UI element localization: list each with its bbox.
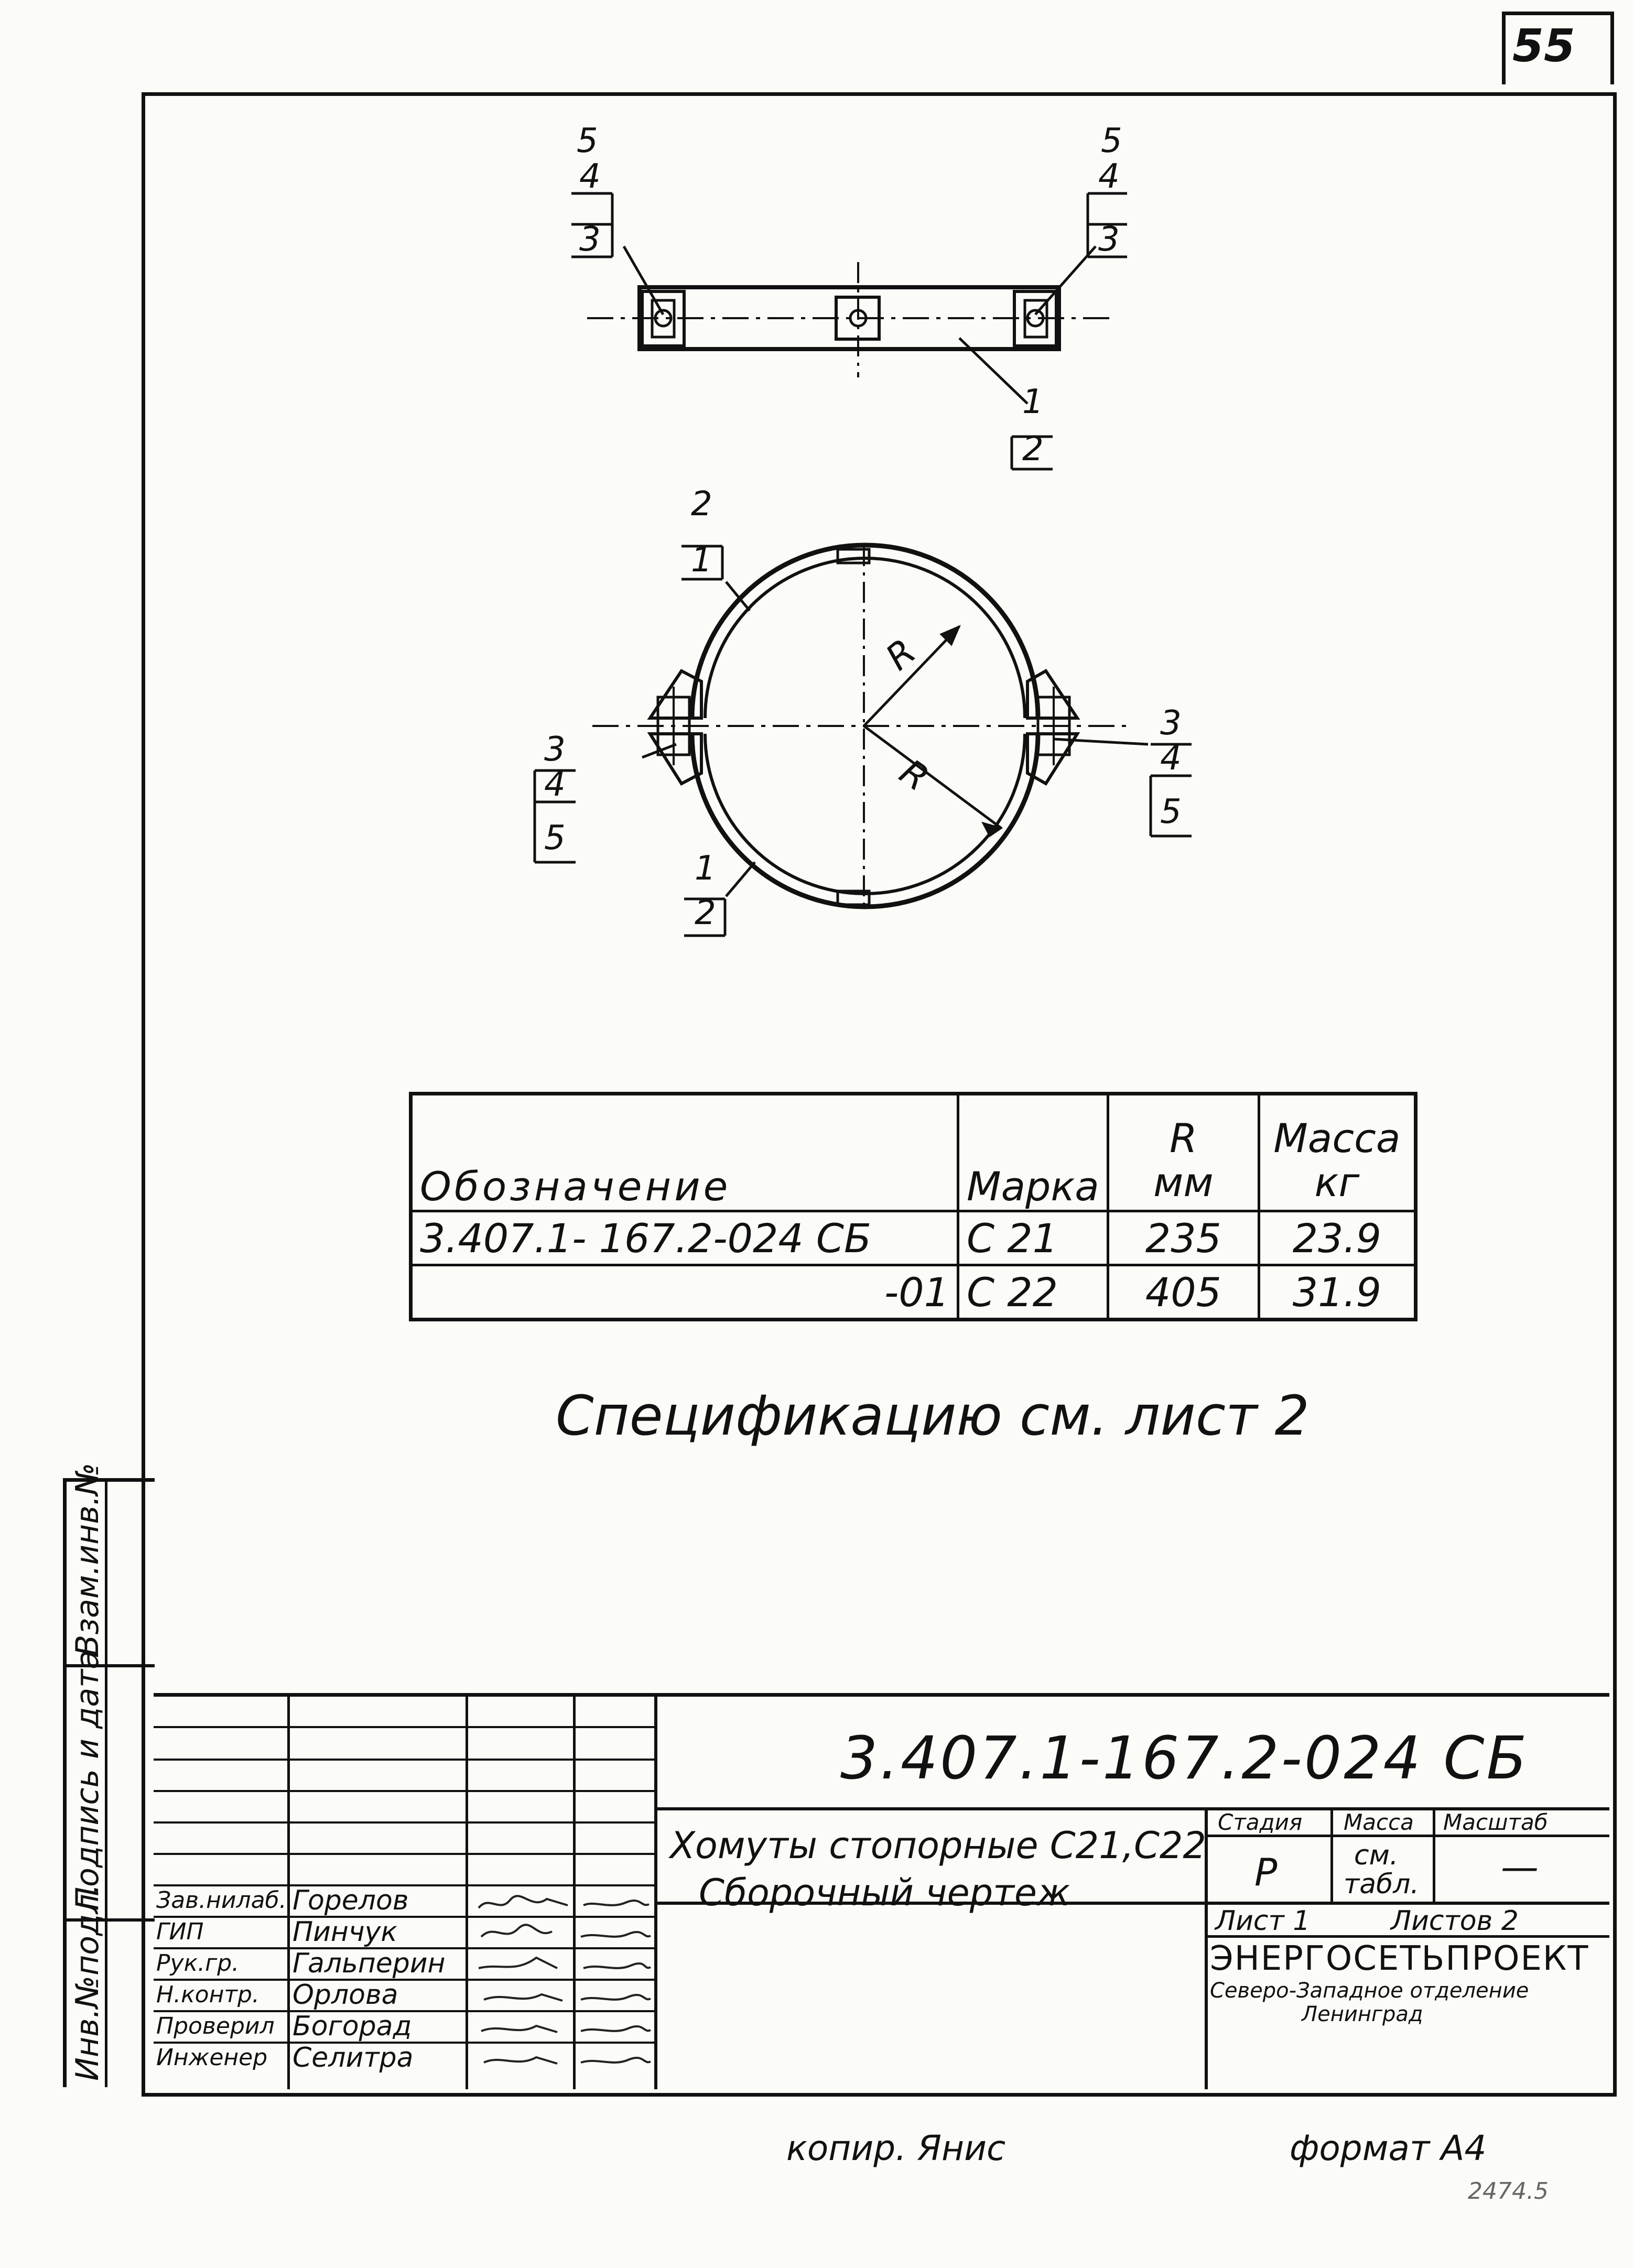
stamp-signature-date: Подпись и дата [69,1650,106,1911]
cell-mark: С 22 [958,1265,1108,1320]
header-mass-label: Масса [1273,1115,1401,1162]
document-code: 3.407.1-167.2-024 СБ [840,1724,1529,1793]
signature-role: Н.контр. [156,1981,259,2008]
callout-top-right-3: 3 [1098,220,1120,259]
header-radius [1108,1094,1259,1211]
sheets-total: Листов 2 [1391,1905,1519,1937]
signature-role: Рук.гр. [156,1950,240,1977]
header-mark: Марка [958,1094,1108,1211]
callout-ring-left-3: 3 [544,730,566,769]
signature-name: Орлова [293,1979,398,2011]
cell-radius: 235 [1108,1211,1259,1265]
organization-name: ЭНЕРГОСЕТЬПРОЕКТ [1210,1939,1589,1978]
header-radius-symbol: R [1169,1115,1197,1162]
callout-ring-right-3: 3 [1160,704,1182,743]
organization-city: Ленинград [1302,2002,1423,2026]
signature-name: Гальперин [293,1948,446,1979]
table-row [411,1211,1416,1265]
sheet-number: Лист 1 [1215,1905,1311,1937]
mass-value-line2: табл. [1344,1869,1419,1900]
cell-radius: 405 [1108,1265,1259,1320]
stage-value: Р [1254,1850,1278,1894]
radius-line-lower [864,726,1001,828]
footer-reference: 2474.5 [1468,2178,1549,2205]
signature-role: Инженер [156,2044,268,2071]
handwritten-signatures [468,1884,654,2089]
marking-table [409,1092,1417,1321]
table-header-row [411,1094,1416,1211]
signature-role: ГИП [156,1918,204,1945]
title-block [154,1693,1609,2089]
callout-bar-2: 2 [1022,430,1044,469]
callout-top-right-5: 5 [1101,122,1122,160]
mass-label: Масса [1344,1809,1414,1835]
cell-mass: 23.9 [1259,1211,1415,1265]
callout-ring-right-4: 4 [1160,739,1182,778]
signature-name: Богорад [293,2011,412,2042]
callout-ring-bottom-1: 1 [695,849,716,888]
callout-top-left-3: 3 [579,220,601,259]
table-row [411,1265,1416,1320]
stage-label: Стадия [1218,1809,1303,1835]
header-designation: Обозначение [411,1094,958,1211]
mass-value-line1: см. [1354,1840,1399,1871]
side-stamp [63,1462,155,2087]
header-radius-unit: мм [1153,1159,1214,1206]
signature-name: Горелов [293,1885,409,1916]
cell-mass: 31.9 [1259,1265,1415,1320]
header-mass-unit: кг [1314,1159,1360,1206]
signature-name: Пинчук [293,1916,397,1948]
header-mass [1259,1094,1415,1211]
callout-ring-bottom-2: 2 [695,894,716,932]
radius-label-lower: R [892,751,936,800]
callout-ring-2: 2 [691,485,712,524]
scale-label: Масштаб [1443,1809,1548,1835]
callout-ring-left-4: 4 [544,765,566,804]
cell-mark: С 21 [958,1211,1108,1265]
scale-value: — [1501,1845,1539,1889]
signature-role: Зав.нилаб. [156,1887,287,1914]
document-subtitle: Сборочный чертеж [699,1871,1070,1914]
callout-ring-left-5: 5 [544,819,566,858]
signature-role: Проверил [156,2013,275,2039]
stamp-replacement-inv: Взам.инв.№ [69,1462,106,1656]
footer-format: формат А4 [1290,2128,1487,2168]
footer-copied-by: копир. Янис [786,2128,1006,2168]
organization-branch: Северо-Западное отделение [1210,1979,1529,2003]
callout-ring-right-5: 5 [1160,793,1182,831]
callout-top-left-5: 5 [577,122,598,160]
callout-top-right-4: 4 [1098,157,1120,196]
cell-designation: -01 [411,1265,958,1320]
radius-line-upper [864,626,959,726]
stamp-original-inv: Инв.№подл. [69,1884,106,2081]
radius-label-upper: R [878,631,924,679]
specification-note: Спецификацию см. лист 2 [556,1384,1310,1448]
page-number: 55 [1512,20,1575,72]
document-title: Хомуты стопорные С21,С22 [670,1824,1206,1867]
callout-top-left-4: 4 [579,157,601,196]
callout-ring-1: 1 [691,541,712,580]
cell-designation: 3.407.1- 167.2-024 СБ [411,1211,958,1265]
callout-bar-1: 1 [1022,383,1044,421]
signature-name: Селитра [293,2042,414,2074]
